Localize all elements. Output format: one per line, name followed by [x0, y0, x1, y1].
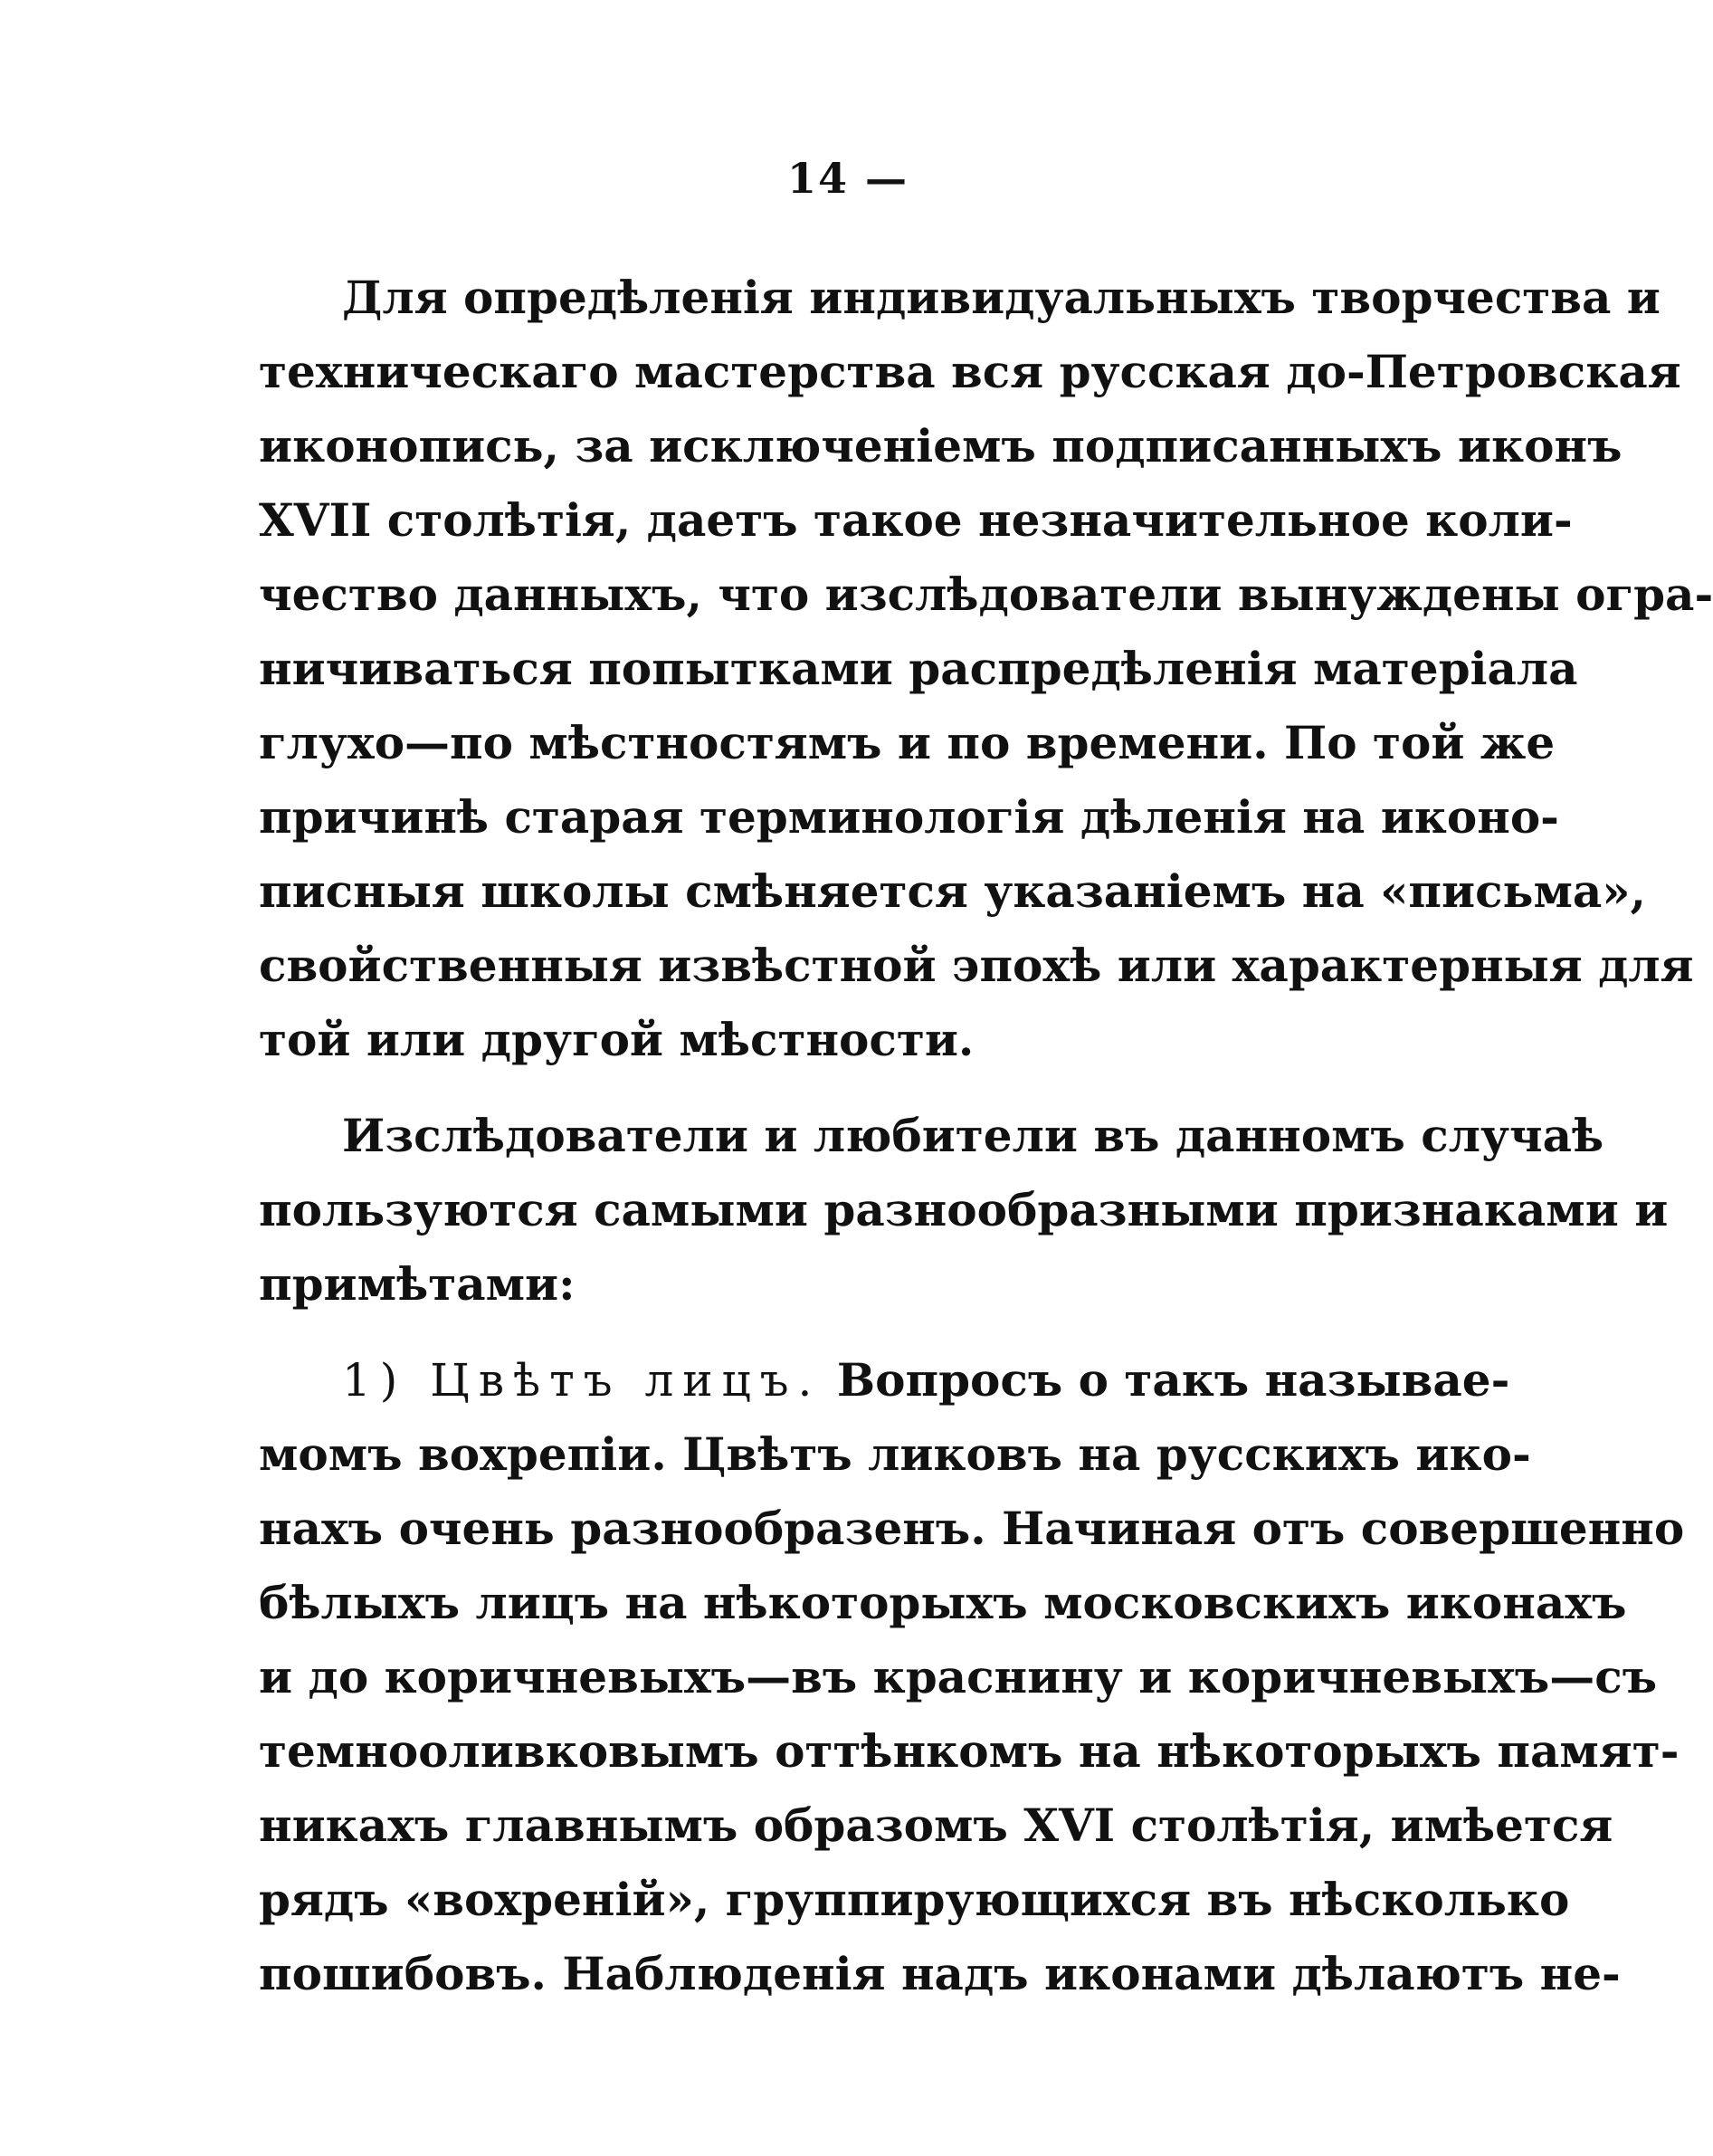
text-line: момъ вохрепіи. Цвѣтъ ликовъ на русскихъ ико-: [259, 1427, 1531, 1481]
text-line: иконопись, за исключеніемъ подписанныхъ иконъ: [259, 419, 1623, 472]
text-line: той или другой мѣстности.: [259, 1013, 975, 1066]
text-line: техническаго мастерства вся русская до-Петровская: [259, 345, 1681, 398]
text-line: свойственныя извѣстной эпохѣ или характерныя для: [259, 939, 1694, 992]
text-line: никахъ главнымъ образомъ XVI столѣтія, имѣется: [259, 1798, 1613, 1852]
paragraph-gap: [259, 1077, 1366, 1099]
paragraph-3: [259, 1343, 1685, 2011]
text-line: бѣлыхъ лицъ на нѣкоторыхъ московскихъ иконахъ: [259, 1576, 1627, 1629]
text-line: Для опредѣленія индивидуальныхъ творчества и: [342, 271, 1661, 324]
paragraph-1: [259, 261, 1713, 1077]
text-line: примѣтами:: [259, 1257, 576, 1311]
text-fragment: Вопросъ о такъ называе-: [836, 1353, 1510, 1407]
text-line: рядъ «вохреній», группирующихся въ нѣсколько: [259, 1873, 1570, 1926]
section-heading: 1) Цвѣтъ лицъ.: [342, 1354, 822, 1407]
paragraph-gap: [259, 1321, 1366, 1343]
text-line: пошибовъ. Наблюденія надъ иконами дѣлаютъ не-: [259, 1947, 1621, 2000]
text-line: XVII столѣтія, даетъ такое незначительное коли-: [259, 493, 1573, 547]
text-line: нахъ очень разнообразенъ. Начиная отъ совершенно: [259, 1502, 1685, 1555]
text-line: причинѣ старая терминологія дѣленія на иконо-: [259, 790, 1559, 844]
paragraph-2: [259, 1099, 1669, 1321]
text-line: чество данныхъ, что изслѣдователи вынуждены огра-: [259, 568, 1713, 621]
text-line: [259, 1343, 1510, 1417]
text-block: [259, 261, 1713, 2011]
text-line: писныя школы смѣняется указаніемъ на «письма»,: [259, 864, 1646, 918]
text-line: глухо—по мѣстностямъ и по времени. По той же: [259, 716, 1556, 769]
text-line: пользуются самыми разнообразными признаками и: [259, 1183, 1669, 1236]
text-line: темнооливковымъ оттѣнкомъ на нѣкоторыхъ памят-: [259, 1724, 1680, 1778]
page-number: 14 —: [787, 154, 909, 203]
text-line: ничиваться попытками распредѣленія матеріала: [259, 642, 1578, 695]
text-line: и до коричневыхъ—въ краснину и коричневыхъ—съ: [259, 1650, 1658, 1703]
text-line: Изслѣдователи и любители въ данномъ случаѣ: [342, 1109, 1604, 1162]
